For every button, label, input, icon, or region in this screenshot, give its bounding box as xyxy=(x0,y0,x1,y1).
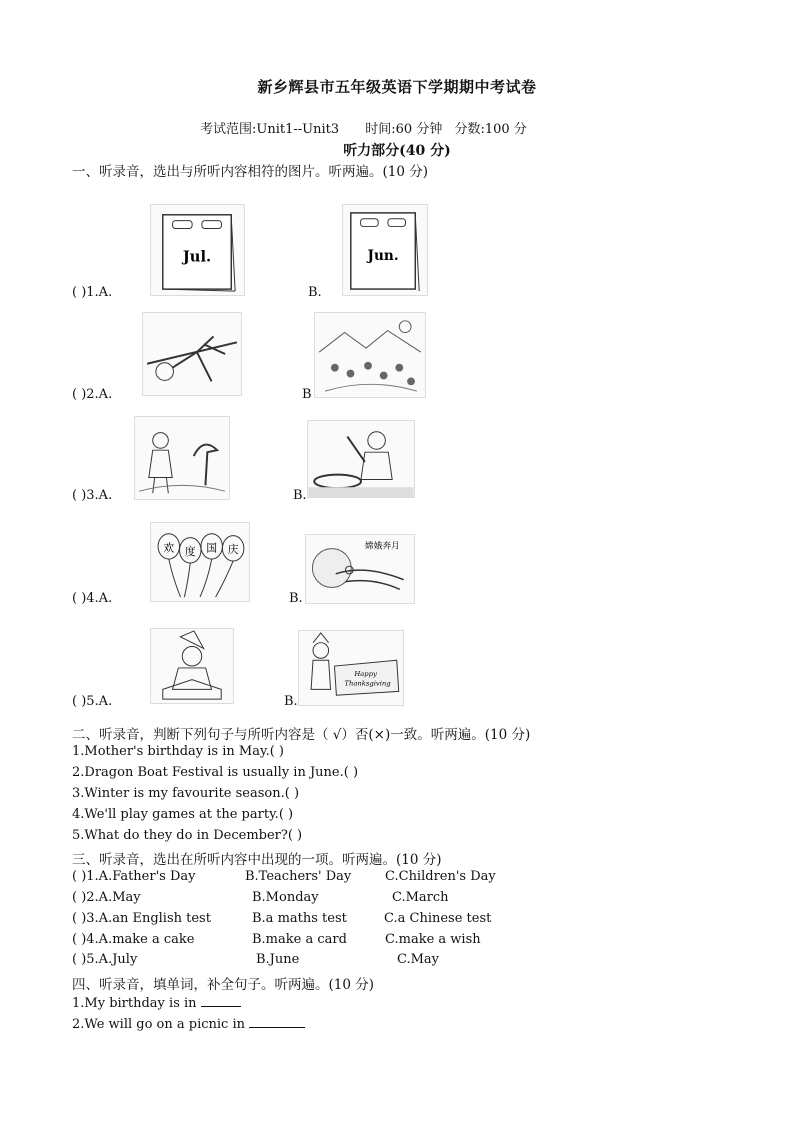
part3-q3-a: ( )3.A.an English test xyxy=(72,911,211,926)
part2-item-5: 5.What do they do in December?( ) xyxy=(72,828,303,843)
exam-time: 时间:60 分钟 xyxy=(365,122,443,137)
part2-heading: 二、听录音，判断下列句子与所听内容是（ √）否(×)一致。听两遍。(10 分) xyxy=(72,727,531,743)
moon-caption: 嫦娥奔月 xyxy=(364,541,400,552)
part4-item-1-text: 1.My birthday is in xyxy=(72,996,197,1011)
q5-b-label: B. xyxy=(284,694,298,709)
part3-heading: 三、听录音，选出在所听内容中出现的一项。听两遍。(10 分) xyxy=(72,852,442,868)
balloon-char-2: 度 xyxy=(184,545,196,559)
balloon-char-3: 国 xyxy=(206,541,218,555)
part1-heading: 一、听录音，选出与所听内容相符的图片。听两遍。(10 分) xyxy=(72,164,429,180)
listening-title: 听力部分(40 分) xyxy=(343,143,451,159)
part2-item-1: 1.Mother's birthday is in May.( ) xyxy=(72,744,284,759)
man-cooking-image xyxy=(307,420,415,498)
q3-b-label: B. xyxy=(293,488,307,503)
part3-row xyxy=(72,869,196,884)
part3-q5-a: ( )5.A.July xyxy=(72,952,138,967)
q5-label: ( )5.A. xyxy=(72,694,113,709)
part3-q2-c: C.March xyxy=(392,890,449,905)
part4-blank-1[interactable] xyxy=(201,994,241,1007)
calendar-jul-image xyxy=(150,204,245,296)
exam-title: 新乡辉县市五年级英语下学期期中考试卷 xyxy=(257,78,537,96)
part4-item-2 xyxy=(72,1015,305,1032)
q3-label: ( )3.A. xyxy=(72,488,113,503)
q1-label: ( )1.A. xyxy=(72,285,113,300)
part4-blank-2[interactable] xyxy=(249,1015,305,1028)
q4-b-label: B. xyxy=(289,591,303,606)
part3-q4-b: B.make a card xyxy=(252,932,347,947)
santa-image xyxy=(150,628,234,704)
exam-scope: 考试范围:Unit1--Unit3 xyxy=(200,122,340,137)
part3-q4-a: ( )4.A.make a cake xyxy=(72,932,195,947)
girl-cold-image xyxy=(134,416,230,500)
part3-q5-c: C.May xyxy=(397,952,440,967)
part3-q3-b: B.a maths test xyxy=(252,911,347,926)
jul-text: Jul. xyxy=(182,248,212,266)
mountain-crowd-image xyxy=(314,312,426,398)
part2-item-3: 3.Winter is my favourite season.( ) xyxy=(72,786,300,801)
q4-label: ( )4.A. xyxy=(72,591,113,606)
part4-item-2-text: 2.We will go on a picnic in xyxy=(72,1017,245,1032)
exam-score: 分数:100 分 xyxy=(454,122,527,137)
jun-text: Jun. xyxy=(367,247,399,264)
part3-q1-a: ( )1.A.Father's Day xyxy=(72,869,196,884)
part3-q1-c: C.Children's Day xyxy=(385,869,496,884)
thanksgiving-banner-text: Thanksgiving xyxy=(344,679,391,688)
part4-heading: 四、听录音，填单词，补全句子。听两遍。(10 分) xyxy=(72,977,375,993)
part3-q2-b: B.Monday xyxy=(252,890,319,905)
part3-q5-b: B.June xyxy=(256,952,300,967)
high-jump-image xyxy=(142,312,242,396)
q1-b-label: B. xyxy=(308,285,322,300)
part2-item-4: 4.We'll play games at the party.( ) xyxy=(72,807,294,822)
part3-q2-a: ( )2.A.May xyxy=(72,890,141,905)
happy-banner-text: Happy xyxy=(354,669,377,678)
exam-meta xyxy=(200,118,549,137)
balloon-char-1: 欢 xyxy=(163,541,175,555)
part3-q1-b: B.Teachers' Day xyxy=(245,869,352,884)
part3-q4-c: C.make a wish xyxy=(385,932,481,947)
part2-item-2: 2.Dragon Boat Festival is usually in June.( ) xyxy=(72,765,359,780)
thanksgiving-scarecrow-image xyxy=(298,630,404,706)
q2-label: ( )2.A. xyxy=(72,387,113,402)
calendar-jun-image xyxy=(342,204,428,296)
part3-q3-c: C.a Chinese test xyxy=(384,911,492,926)
q2-b-label: B xyxy=(302,387,312,402)
part4-item-1 xyxy=(72,994,241,1011)
balloons-national-day-image xyxy=(150,522,250,602)
balloon-char-4: 庆 xyxy=(227,543,239,557)
change-flying-moon-image xyxy=(305,534,415,604)
